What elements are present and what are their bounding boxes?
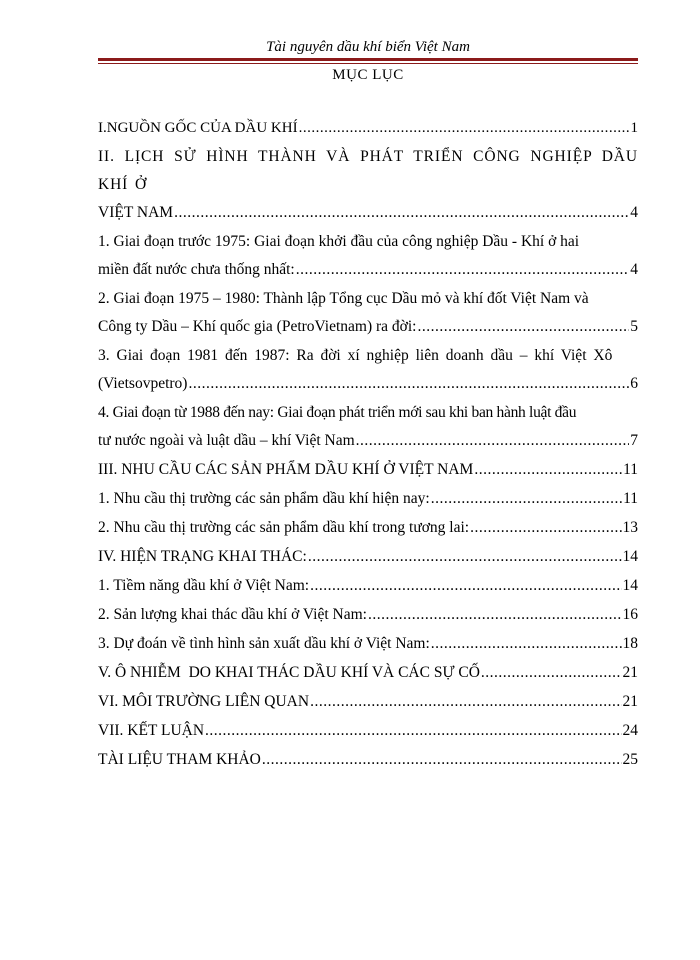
toc-page-number: 4 [630,261,638,278]
toc-page-number: 24 [622,722,638,739]
toc-entry-text: miền đất nước chưa thống nhất: [98,261,295,278]
toc-entry-text: IV. HIỆN TRẠNG KHAI THÁC: [98,548,307,565]
toc-page-number: 21 [622,664,638,681]
toc-entry-text: 2. Giai đoạn 1975 – 1980: Thành lập Tổng cục Dầu mỏ và khí đốt Việt Nam và [98,290,589,307]
toc-entry[interactable] [98,485,638,513]
toc-page-number: 14 [622,548,638,565]
leader-dots [470,514,621,542]
toc-entry[interactable] [98,285,638,341]
toc-page-number: 11 [623,490,638,507]
header-rule-thin [98,63,638,64]
toc-entry-text: 3. Giai đoạn 1981 đến 1987: Ra đời xí nghiệp liên doanh dầu – khí Việt Xô [98,347,613,364]
toc-page-number: 7 [630,432,638,449]
leader-dots [431,630,622,658]
toc-entry-text: Công ty Dầu – Khí quốc gia (PetroVietnam) ra đời: [98,318,417,335]
leader-dots [474,456,622,484]
toc-entry[interactable] [98,746,638,774]
leader-dots [308,543,622,571]
table-of-contents [98,114,638,775]
toc-page-number: 4 [630,204,638,221]
toc-page-number: 21 [622,693,638,710]
leader-dots [310,572,621,600]
toc-entry[interactable] [98,342,638,398]
toc-entry[interactable] [98,688,638,716]
toc-entry[interactable] [98,630,638,658]
toc-page-number: 13 [622,519,638,536]
toc-entry-text: VI. MÔI TRƯỜNG LIÊN QUAN [98,693,310,710]
toc-entry[interactable] [98,659,638,687]
toc-entry-text: VIỆT NAM [98,204,174,221]
leader-dots [188,370,629,398]
leader-dots [310,688,621,716]
toc-page-number: 18 [622,635,638,652]
leader-dots [368,601,622,629]
running-header: Tài nguyên dầu khí biển Việt Nam [266,39,470,55]
toc-entry[interactable] [98,572,638,600]
toc-entry[interactable] [98,143,638,227]
toc-page-number: 25 [622,751,638,768]
header-rule-thick [98,58,638,61]
toc-entry[interactable] [98,543,638,571]
toc-entry[interactable] [98,456,638,484]
toc-entry-text: 1. Nhu cầu thị trường các sản phẩm dầu khí hiện nay: [98,490,430,507]
toc-entry-text: 1. Giai đoạn trước 1975: Giai đoạn khởi đầu của công nghiệp Dầu - Khí ở hai [98,233,580,250]
toc-page-number: 11 [623,461,638,478]
toc-entry-text: 2. Nhu cầu thị trường các sản phẩm dầu khí trong tương lai: [98,519,470,536]
leader-dots [481,659,622,687]
toc-entry[interactable] [98,514,638,542]
toc-entry-text: III. NHU CẦU CÁC SẢN PHẨM DẦU KHÍ Ở VIỆT NAM [98,461,474,478]
toc-entry-text: (Vietsovpetro) [98,375,188,392]
leader-dots [296,256,630,284]
toc-entry-text: 2. Sản lượng khai thác dầu khí ở Việt Nam: [98,606,367,623]
toc-title: MỤC LỤC [332,67,404,83]
toc-page-number: 14 [622,577,638,594]
leader-dots [205,717,621,745]
toc-entry[interactable] [98,228,638,284]
toc-entry-text: II. LỊCH SỬ HÌNH THÀNH VÀ PHÁT TRIỂN CÔNG NGHIỆP DẦU KHÍ Ở [98,148,638,193]
toc-page-number: 6 [630,375,638,392]
toc-page-number: 5 [630,318,638,335]
toc-entry-text: I.NGUỒN GỐC CỦA DẦU KHÍ [98,120,298,136]
toc-page-number: 16 [622,606,638,623]
leader-dots [262,746,622,774]
toc-entry[interactable] [98,601,638,629]
toc-page-number: 1 [630,120,638,136]
toc-entry-text: VII. KẾT LUẬN [98,722,205,739]
leader-dots [431,485,622,513]
leader-dots [174,199,629,227]
toc-entry-text: 4. Giai đoạn từ 1988 đến nay: Giai đoạn phát triển mới sau khi ban hành luật đầu [98,404,577,421]
toc-entry[interactable] [98,399,638,455]
toc-entry[interactable] [98,717,638,745]
leader-dots [299,114,630,142]
leader-dots [418,313,630,341]
toc-entry-text: tư nước ngoài và luật dầu – khí Việt Nam [98,432,355,449]
toc-entry-text: 3. Dự đoán về tình hình sản xuất dầu khí ở Việt Nam: [98,635,430,652]
leader-dots [356,427,630,455]
toc-entry[interactable] [98,114,638,142]
toc-entry-text: TÀI LIỆU THAM KHẢO [98,751,261,768]
toc-entry-text: 1. Tiềm năng dầu khí ở Việt Nam: [98,577,310,594]
toc-entry-text: V. Ô NHIỄM DO KHAI THÁC DẦU KHÍ VÀ CÁC SỰ CỐ [98,664,480,681]
